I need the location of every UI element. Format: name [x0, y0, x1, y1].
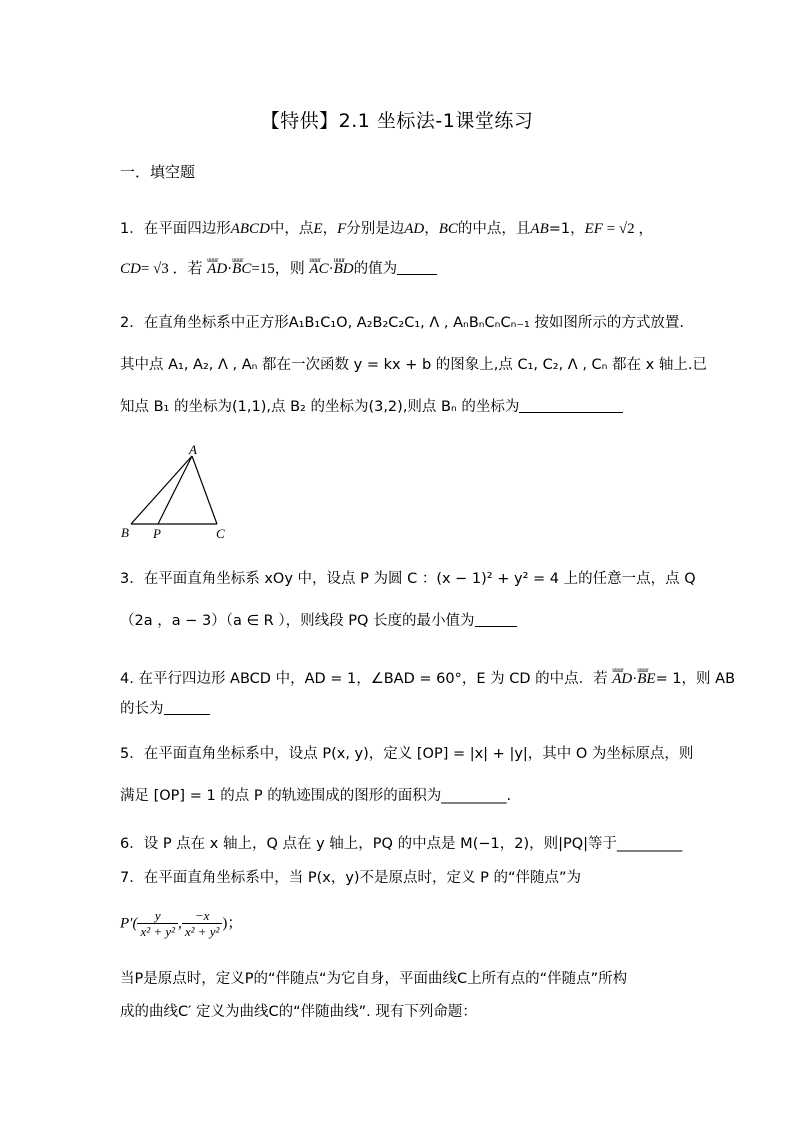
vector-bd: uuur BD	[334, 259, 354, 279]
segment-ap	[158, 456, 192, 524]
question-6-line-1: 6．设 P 点在 x 轴上，Q 点在 y 轴上，PQ 的中点是 M(−1，2)，则|PQ|等于_________	[120, 836, 683, 852]
page-title: 【特供】2.1 坐标法-1课堂练习	[260, 110, 534, 132]
question-7-line-4: 成的曲线C′ 定义为曲线C的“伴随曲线”. 现有下列命题：	[120, 1004, 477, 1020]
question-7-line-1: 7．在平面直角坐标系中，当 P(x，y)不是原点时，定义 P 的“伴随点”为	[120, 870, 582, 886]
question-2-line-3: 知点 B₁ 的坐标为(1,1),点 B₂ 的坐标为(3,2),则点 Bₙ 的坐标为	[120, 397, 623, 417]
answer-blank-4[interactable]	[164, 700, 210, 715]
segment-ac	[192, 456, 217, 524]
question-3-line-2: （2a ，a − 3）（a ∈ R ），则线段 PQ 长度的最小值为	[120, 611, 517, 631]
vector-ad: uuur AD	[207, 259, 227, 279]
question-2-line-2: 其中点 A₁, A₂, Λ , Aₙ 都在一次函数 y = kx + b 的图象上,点 C₁, C₂, Λ , Cₙ 都在 x 轴上.已	[120, 357, 707, 373]
label-c: C	[216, 526, 225, 541]
question-4-line-2: 的长为	[120, 699, 210, 719]
vector-bc: uuur BC	[232, 259, 251, 279]
fraction-2: $\frac{-x}{\text{x² + y²}}$	[182, 908, 223, 939]
answer-blank-2[interactable]	[519, 398, 623, 413]
question-7-line-3: 当P是原点时，定义P的“伴随点“为它自身，平面曲线C上所有点的“伴随点”所构	[120, 971, 628, 987]
question-5-line-2: 满足 [OP] = 1 的点 P 的轨迹围成的图形的面积为_________.	[120, 788, 512, 804]
question-7-line-2: P′( $\frac{y}{\text{x² + y²}}$ , $\frac{-x}{\text{x² + y²}}$ )；	[120, 908, 243, 939]
label-p: P	[153, 526, 161, 541]
vector-be: uuur BE	[637, 669, 655, 689]
answer-blank-3[interactable]	[475, 612, 517, 627]
segment-ab	[131, 456, 192, 524]
triangle-figure	[115, 442, 235, 542]
question-5-line-1: 5．在平面直角坐标系中，设点 P(x, y)，定义 [OP] = |x| + |y|，其中 O 为坐标原点，则	[120, 746, 694, 762]
answer-blank-1[interactable]	[397, 260, 437, 275]
question-3-line-1: 3．在平面直角坐标系 xOy 中，设点 P 为圆 C ：(x − 1)² + y² = 4 上的任意一点，点 Q	[120, 571, 696, 587]
question-4-line-1: 4. 在平行四边形 ABCD 中，AD = 1，∠BAD = 60°，E 为 CD 的中点．若 uuur AD·uuur BE= 1，则 AB	[120, 669, 735, 689]
label-a: A	[189, 442, 197, 457]
section-heading: 一．填空题	[120, 163, 196, 181]
vector-ad-q4: uuur AD	[612, 669, 632, 689]
vector-ac: uuur AC	[309, 259, 328, 279]
fraction-1: $\frac{y}{\text{x² + y²}}$	[137, 908, 178, 939]
label-b: B	[121, 525, 129, 540]
question-1-line-1: 1．在平面四边形ABCD中，点E，F分别是边AD，BC的中点，且AB=1，EF = √2 ，	[120, 221, 654, 237]
question-2-line-1: 2．在直角坐标系中正方形A₁B₁C₁O, A₂B₂C₂C₁, Λ , AₙBₙCₙCₙ₋₁ 按如图所示的方式放置.	[120, 315, 685, 331]
question-1-line-2: CD= √3 ．若 uuur AD·uuur BC=15，则 uuur AC·uuur BD的值为	[120, 259, 437, 279]
